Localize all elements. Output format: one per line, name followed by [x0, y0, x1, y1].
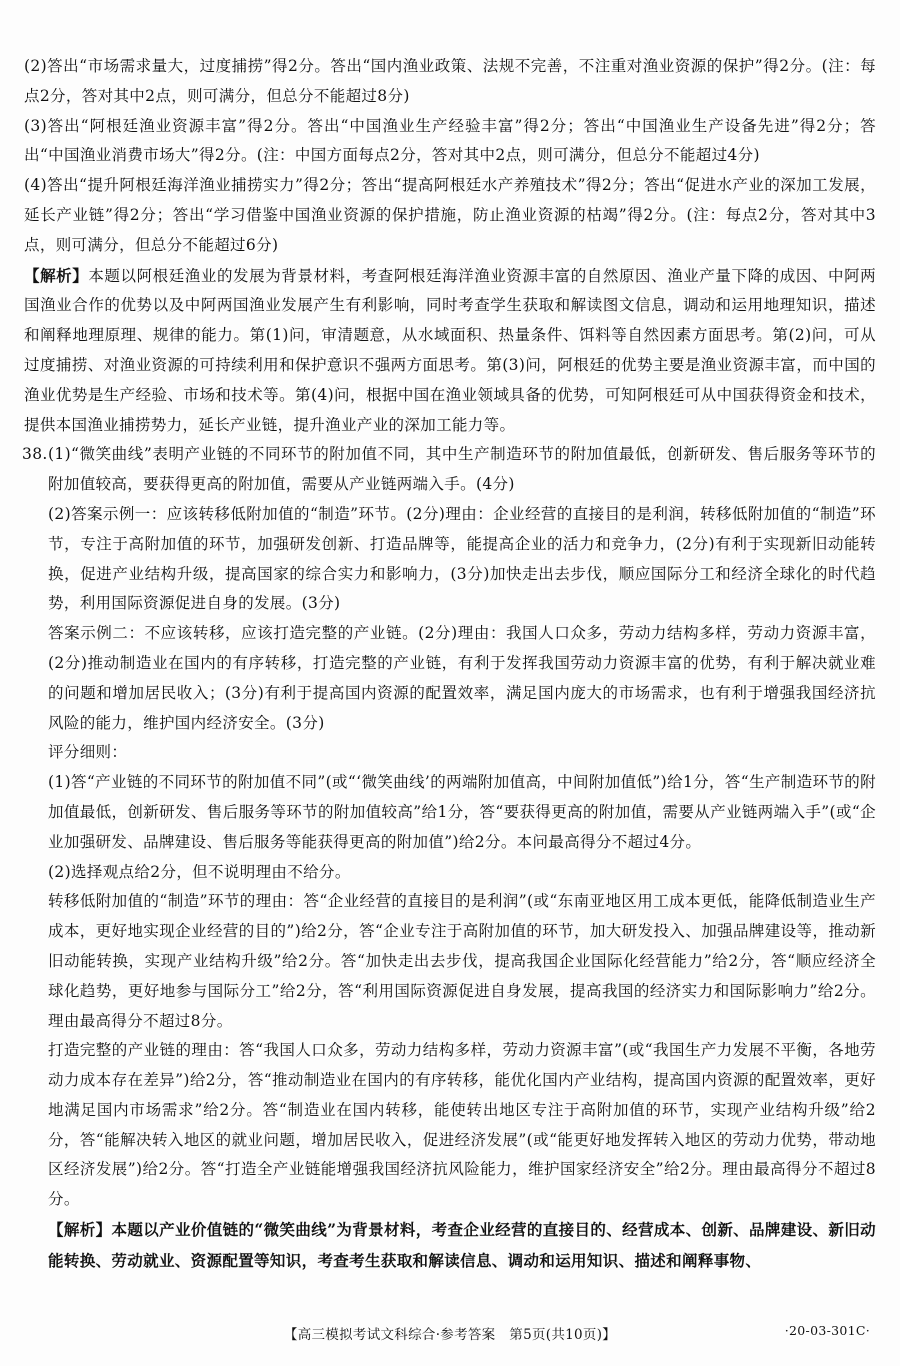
q38-analysis-label: 【解析】	[48, 1220, 112, 1240]
question-number: 38.	[22, 445, 48, 464]
reason-transfer: 转移低附加值的“制造”环节的理由：答“企业经营的直接目的是利润”(或“东南亚地区用工成本更低，能降低制造业生产成本，更好地实现企业经营的目的”)给2分，答“企业专注于高附加值的环节，加大研发投入、加强品牌建设等，推动新旧动能转换，实现产业结构升级”给2分。答“加快走出去步伐，提高我国企业国际化经营能力”给2分，答“顺应经济全球化趋势，更好地参与国际分工”给2分，答“利用国际资源促进自身发展，提高我国的经济实力和国际影响力”给2分。理由最高得分不超过8分。	[48, 892, 876, 1030]
reason-complete-chain: 打造完整的产业链的理由：答“我国人口众多，劳动力结构多样，劳动力资源丰富”(或“我国生产力发展不平衡，各地劳动力成本存在差异”)给2分，答“推动制造业在国内的有序转移，能优化国内产业结构，提高国内资源的配置效率，更好地满足国内市场需求”给2分。答“制造业在国内转移，能使转出地区专注于高附加值的环节，实现产业结构升级”给2分，答“能解决转入地区的就业问题，增加居民收入，促进经济发展”(或“能更好地发挥转入地区的劳动力优势，带动地区经济发展”)给2分。答“打造全产业链能增强我国经济抗风险能力，维护国家经济安全”给2分。理由最高得分不超过8分。	[48, 1041, 876, 1209]
page-content	[24, 52, 876, 1277]
analysis-text: 本题以阿根廷渔业的发展为背景材料，考查阿根廷海洋渔业资源丰富的自然原因、渔业产量下降的成因、中阿两国渔业合作的优势以及中阿两国渔业发展产生有利影响，同时考查学生获取和解读图文信息，调动和运用地理知识，描述和阐释地理原理、规律的能力。第(1)问，审清题意，从水域面积、热量条件、饵料等自然因素方面思考。第(2)问，可从过度捕捞、对渔业资源的可持续利用和保护意识不强两方面思考。第(3)问，阿根廷的优势主要是渔业资源丰富，而中国的渔业优势是生产经验、市场和技术等。第(4)问，根据中国在渔业领域具备的优势，可知阿根廷可从中国获得资金和技术，提供本国渔业捕捞势力，延长产业链，提升渔业产业的深加工能力等。	[24, 266, 877, 434]
q38-analysis	[24, 1215, 876, 1277]
scoring-rule-1: (1)答“产业链的不同环节的附加值不同”(或“‘微笑曲线’的两端附加值高，中间附加值低”)给1分，答“生产制造环节的附加值最低，创新研发、售后服务等环节的附加值较高”给1分，答“要获得更高的附加值，需要从产业链两端入手”(或“企业加强研发、品牌建设、售后服务等能获得更高的附加值”)给2分。本问最高得分不超过4分。	[48, 773, 876, 851]
q38-answer-1: (1)“微笑曲线”表明产业链的不同环节的附加值不同，其中生产制造环节的附加值最低，创新研发、售后服务等环节的附加值较高，要获得更高的附加值，需要从产业链两端入手。(4分)	[48, 445, 876, 494]
answer-item-2: (2)答出“市场需求量大，过度捕捞”得2分。答出“国内渔业政策、法规不完善，不注重对渔业资源的保护”得2分。(注：每点2分，答对其中2点，则可满分，但总分不能超过8分)	[24, 57, 876, 105]
analysis-label: 【解析】	[24, 265, 89, 285]
scoring-title: 评分细则：	[48, 743, 128, 762]
q38-analysis-text: 本题以产业价值链的“微笑曲线”为背景材料，考查企业经营的直接目的、经营成本、创新、品牌建设、新旧动能转换、劳动就业、资源配置等知识，考查考生获取和解读信息、调动和运用知识、描述和阐释事物、	[48, 1220, 877, 1270]
q38-example-2: 答案示例二：不应该转移，应该打造完整的产业链。(2分)理由：我国人口众多，劳动力结构多样，劳动力资源丰富，(2分)推动制造业在国内的有序转移，打造完整的产业链，有利于发挥我国劳动力资源丰富的优势，有利于解决就业难的问题和增加居民收入；(3分)有利于提高国内资源的配置效率，满足国内庞大的市场需求，也有利于增强我国经济抗风险的能力，维护国内经济安全。(3分)	[48, 624, 876, 732]
footer-title: 【高三模拟考试文科综合·参考答案 第5页(共10页)】	[283, 1327, 617, 1343]
q38-answer-2: (2)答案示例一：应该转移低附加值的“制造”环节。(2分)理由：企业经营的直接目的是利润，转移低附加值的“制造”环节，专注于高附加值的环节，加强研发创新、打造品牌等，能提高企业的活力和竞争力，(2分)有利于实现新旧动能转换，促进产业结构升级，提高国家的综合实力和影响力，(3分)加快走出去步伐，顺应国际分工和经济全球化的时代趋势，利用国际资源促进自身的发展。(3分)	[48, 504, 876, 613]
analysis-paragraph	[24, 261, 876, 441]
scoring-rule-2: (2)选择观点给2分，但不说明理由不给分。	[48, 862, 351, 881]
footer-code: ·20-03-301C·	[784, 1323, 870, 1338]
page-footer	[0, 1323, 900, 1343]
answer-item-4: (4)答出“提升阿根廷海洋渔业捕捞实力”得2分；答出“提高阿根廷水产养殖技术”得2分；答出“促进水产业的深加工发展，延长产业链”得2分；答出“学习借鉴中国渔业资源的保护措施，防止渔业资源的枯竭”得2分。(注：每点2分，答对其中3点，则可满分，但总分不能超过6分)	[24, 176, 876, 254]
question-38	[24, 440, 876, 500]
answer-item-3: (3)答出“阿根廷渔业资源丰富”得2分。答出“中国渔业生产经验丰富”得2分；答出“中国渔业生产设备先进”得2分；答出“中国渔业消费市场大”得2分。(注：中国方面每点2分，答对其中2点，则可满分，但总分不能超过4分)	[24, 116, 876, 165]
